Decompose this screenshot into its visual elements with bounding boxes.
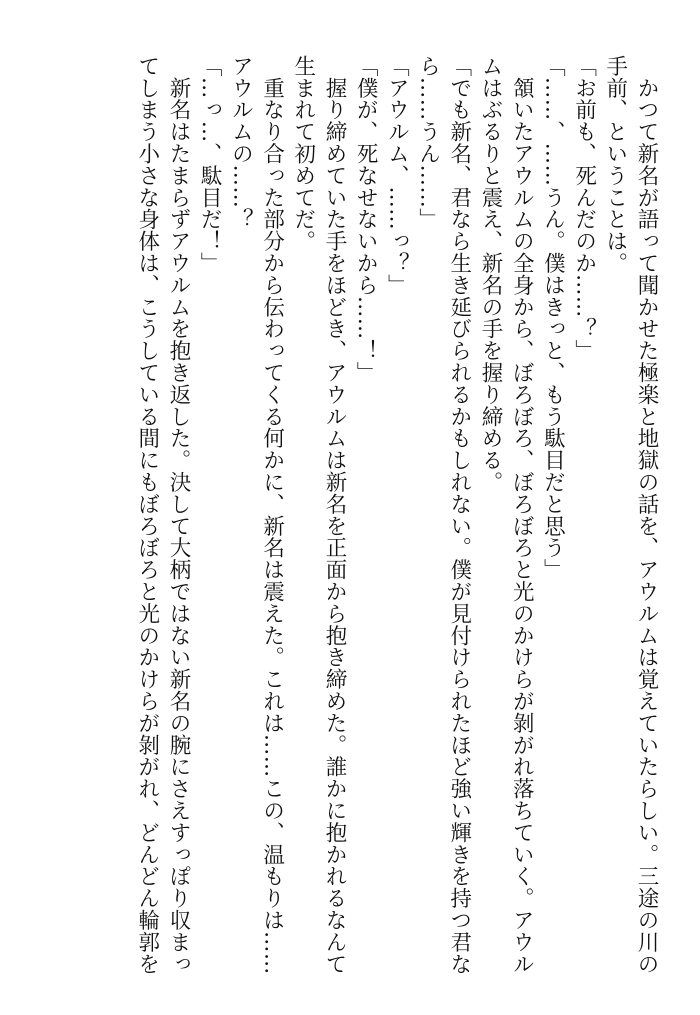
text-line: 生まれて初めてだ。: [290, 55, 316, 253]
text-line: 新名はたまらずアウルムを抱き返した。決して大柄ではない新名の腕にさえすっぽり収まっ: [165, 55, 191, 975]
text-line: ら……うん……」: [415, 55, 441, 231]
text-line: 「……、……うん。僕はきっと、もう駄目だと思う」: [540, 55, 566, 581]
vertical-text-body: [132, 55, 662, 985]
text-line: 「お前も、死んだのか……？」: [571, 55, 597, 362]
text-line: 「…っ…、駄目だ！」: [197, 55, 223, 274]
text-line: かつて新名が語って聞かせた極楽と地獄の話を、アウルムは覚えていたらしい。三途の川の: [634, 55, 659, 975]
text-line: てしまう小さな身体は、こうしている間にもぼろぼろと光のかけらが剝がれ、どんどん輪郭を: [134, 55, 160, 975]
text-line: ムはぶるりと震え、新名の手を握り締める。: [477, 55, 503, 493]
text-line: 重なり合った部分から伝わってくる何かに、新名は震えた。これは……この、温もりは……: [259, 55, 285, 975]
text-line: 手前、ということは。: [602, 55, 628, 274]
text-line: 握り締めていた手をほどき、アウルムは新名を正面から抱き締めた。誰かに抱かれるなんて: [321, 55, 347, 975]
text-line: アウルムの……？: [228, 55, 254, 231]
text-line: 「でも新名、君なら生き延びられるかもしれない。僕が見付けられたほど強い輝きを持つ君な: [446, 55, 472, 975]
text-line: 頷いたアウルムの全身から、ぼろぼろ、ぼろぼろと光のかけらが剝がれ落ちていく。アウル: [509, 55, 535, 975]
text-line: 「アウルム、……っ？」: [384, 55, 410, 296]
text-line: 「僕が、死なせないから……！」: [353, 55, 379, 384]
